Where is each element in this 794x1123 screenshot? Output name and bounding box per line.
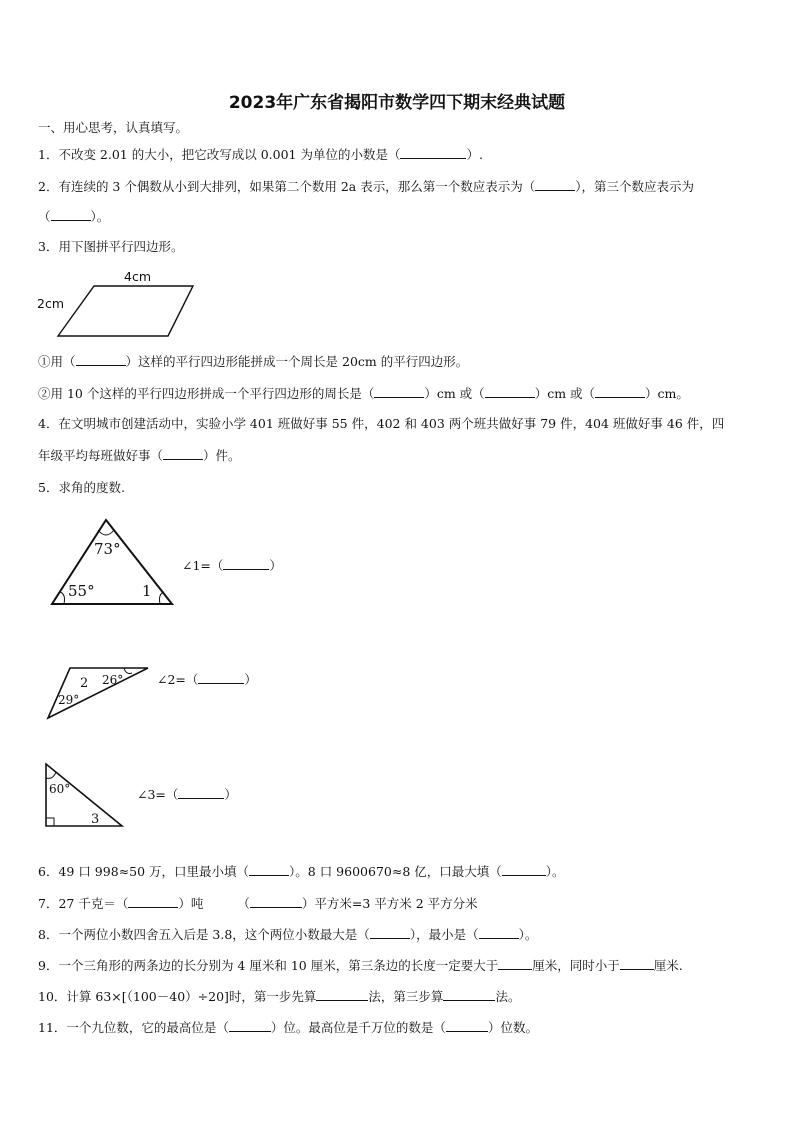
question-3-sub2: ②用 10 个这样的平行四边形拼成一个平行四边形的周长是（ ）cm 或（ ）cm 或（ ）cm。 — [38, 386, 689, 401]
page-title: 2023年广东省揭阳市数学四下期末经典试题 — [228, 93, 566, 113]
angle-1-label: 1 — [142, 582, 152, 600]
question-8: 8．一个两位小数四舍五入后是 3.8，这个两位小数最大是（ ），最小是（ ）。 — [38, 927, 538, 942]
answer-blank[interactable] — [479, 925, 519, 939]
question-10: 10．计算 63×[（100－40）÷20]时，第一步先算 法，第三步算 法。 — [38, 989, 521, 1004]
angle-2-question: ∠2=（ ） — [157, 672, 257, 687]
answer-blank[interactable] — [595, 384, 645, 398]
parallelogram-side-label: 2cm — [37, 296, 65, 311]
angle-2-label: 2 — [80, 676, 89, 691]
parallelogram-figure — [36, 266, 206, 342]
answer-blank[interactable] — [249, 862, 289, 876]
answer-blank[interactable] — [198, 670, 244, 684]
answer-blank[interactable] — [51, 207, 91, 221]
answer-blank[interactable] — [163, 446, 203, 460]
answer-blank[interactable] — [374, 384, 424, 398]
question-4-cont: 年级平均每班做好事（ ）件。 — [38, 448, 241, 463]
answer-blank[interactable] — [370, 925, 410, 939]
answer-blank[interactable] — [502, 862, 546, 876]
angle-73-label: 73° — [94, 540, 121, 558]
answer-blank[interactable] — [229, 1018, 271, 1032]
question-3: 3．用下图拼平行四边形。 — [38, 239, 184, 254]
angle-29-label: 29° — [58, 693, 80, 707]
answer-blank[interactable] — [498, 956, 532, 970]
parallelogram-shape — [58, 286, 193, 336]
question-7: 7．27 千克＝（ ）吨 （ ）平方米=3 平方米 2 平方分米 — [38, 896, 478, 911]
angle-3-question: ∠3=（ ） — [137, 787, 237, 802]
angle-3-label: 3 — [91, 812, 100, 827]
answer-blank[interactable] — [620, 956, 654, 970]
triangle-3-figure — [40, 760, 126, 832]
question-11: 11．一个九位数，它的最高位是（ ）位。最高位是千万位的数是（ ）位数。 — [38, 1020, 538, 1035]
answer-blank[interactable] — [250, 894, 302, 908]
answer-blank[interactable] — [316, 987, 368, 1001]
answer-blank[interactable] — [535, 177, 575, 191]
angle-26-label: 26° — [102, 673, 124, 687]
question-3-sub1: ①用（ ）这样的平行四边形能拼成一个周长是 20cm 的平行四边形。 — [38, 354, 469, 369]
answer-blank[interactable] — [76, 352, 126, 366]
answer-blank[interactable] — [443, 987, 495, 1001]
section-heading: 一、用心思考，认真填写。 — [38, 120, 189, 135]
question-2: 2．有连续的 3 个偶数从小到大排列，如果第二个数用 2a 表示，那么第一个数应表示为（ ），第三个数应表示为 — [38, 179, 694, 194]
answer-blank[interactable] — [178, 785, 224, 799]
question-2-cont: （ ）。 — [38, 209, 110, 224]
question-5: 5．求角的度数. — [38, 480, 125, 495]
angle-1-question: ∠1=（ ） — [182, 558, 282, 573]
answer-blank[interactable] — [223, 556, 269, 570]
answer-blank[interactable] — [446, 1018, 488, 1032]
triangle-1-figure — [46, 516, 178, 608]
answer-blank[interactable] — [128, 894, 178, 908]
question-4: 4．在文明城市创建活动中，实验小学 401 班做好事 55 件，402 和 403 两个班共做好事 79 件，404 班做好事 46 件，四 — [38, 416, 725, 431]
parallelogram-top-label: 4cm — [124, 269, 152, 284]
answer-blank[interactable] — [400, 145, 466, 159]
triangle-2-figure — [44, 662, 150, 720]
question-6: 6．49 口 998≈50 万，口里最小填（ ）。8 口 9600670≈8 亿，口最大填（ ）。 — [38, 864, 565, 879]
answer-blank[interactable] — [485, 384, 535, 398]
angle-55-label: 55° — [68, 582, 95, 600]
angle-60-label: 60° — [49, 782, 71, 796]
question-1: 1．不改变 2.01 的大小，把它改写成以 0.001 为单位的小数是（ ）. — [38, 147, 483, 162]
question-9: 9．一个三角形的两条边的长分别为 4 厘米和 10 厘米，第三条边的长度一定要大于 厘米，同时小于 厘米. — [38, 958, 683, 973]
